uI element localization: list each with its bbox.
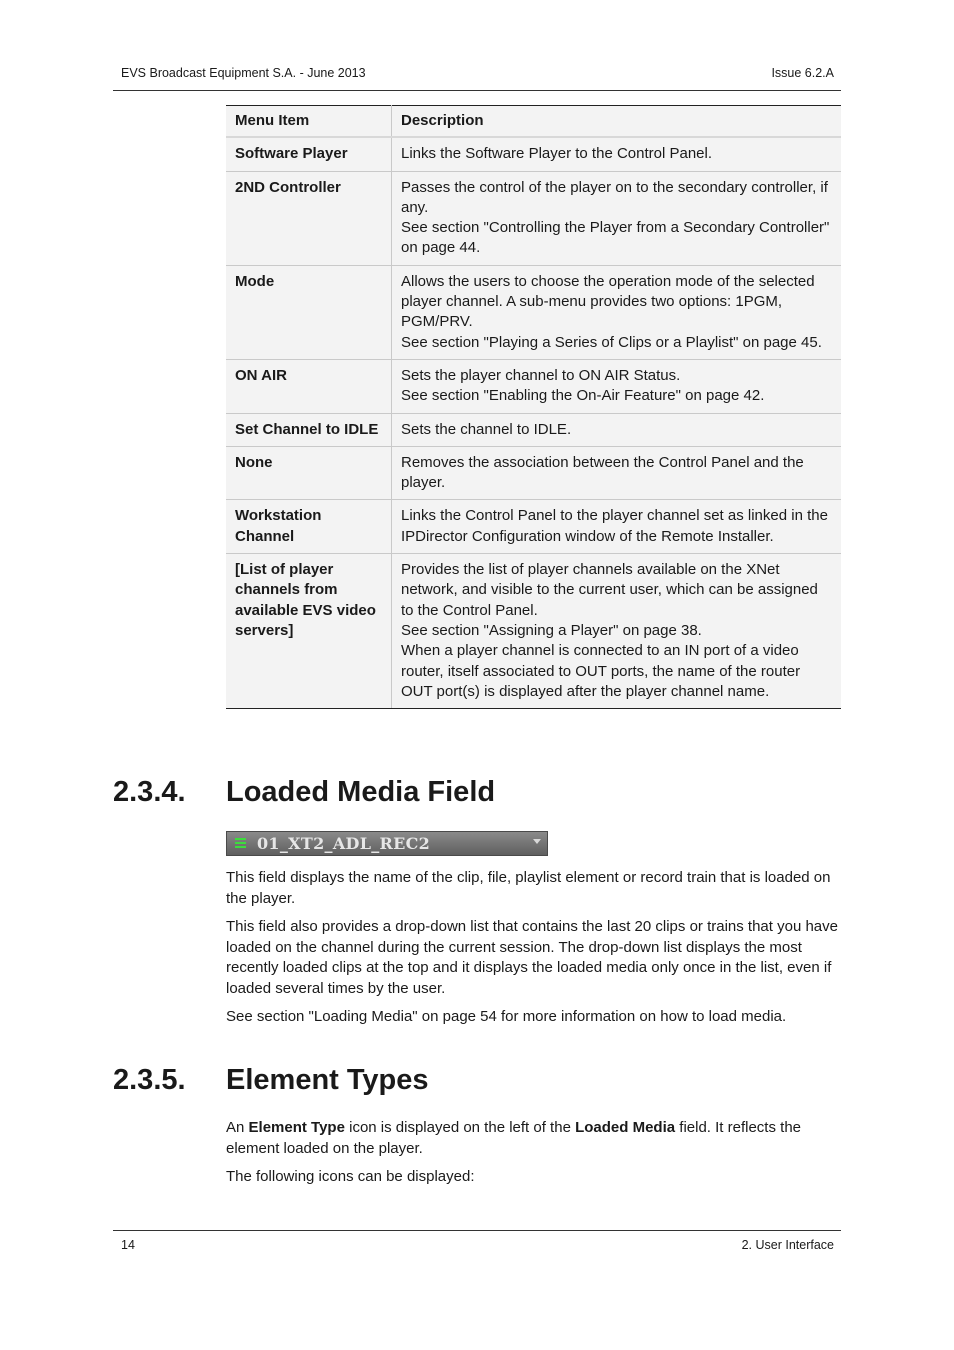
menu-item-cell: 2ND Controller xyxy=(226,171,392,265)
text-run: icon is displayed on the left of the xyxy=(344,1119,576,1136)
chevron-down-icon[interactable] xyxy=(533,839,541,844)
paragraph: This field displays the name of the clip, file, playlist element or record train that is loaded on the player. xyxy=(226,869,831,907)
description-line: See section "Enabling the On-Air Feature" on page 42. xyxy=(401,387,765,405)
description-line: Removes the association between the Control Panel and the player. xyxy=(401,453,804,492)
table-header-row xyxy=(226,106,841,138)
description-cell xyxy=(392,554,842,709)
page-number: 14 xyxy=(121,1238,135,1252)
table-row xyxy=(226,359,841,413)
description-line: See section "Playing a Series of Clips or a Playlist" on page 45. xyxy=(401,333,822,351)
description-cell xyxy=(392,265,842,359)
table-row xyxy=(226,446,841,500)
section-number: 2.3.5. xyxy=(113,1064,186,1096)
bold-term: Element Type xyxy=(248,1119,345,1136)
description-line: Allows the users to choose the operation mode of the selected player channel. A sub-menu provides two options: 1PGM, PGM/PRV. xyxy=(401,272,815,331)
section-title: Element Types xyxy=(226,1064,429,1096)
paragraph: This field also provides a drop-down list that contains the last 20 clips or trains that you have loaded on the channel during the current session. The drop-down list displays the most recently loaded clips at the top and it displays the loaded media only once in the list, even if loaded several times by the user. xyxy=(226,918,838,997)
menu-item-cell: [List of player channels from available EVS video servers] xyxy=(226,554,392,709)
description-cell xyxy=(392,359,842,413)
loaded-media-field[interactable] xyxy=(226,831,548,856)
description-cell xyxy=(392,171,842,265)
loaded-media-value: 01_XT2_ADL_REC2 xyxy=(257,834,431,853)
chapter-title: 2. User Interface xyxy=(741,1238,834,1252)
menu-item-cell: None xyxy=(226,446,392,500)
bold-term: Loaded Media xyxy=(575,1119,676,1136)
menu-item-cell: Mode xyxy=(226,265,392,359)
table-row xyxy=(226,413,841,446)
paragraph xyxy=(226,1118,838,1159)
text-run: An xyxy=(226,1119,249,1136)
section-heading-loaded-media xyxy=(0,776,954,812)
description-cell xyxy=(392,137,842,171)
paragraph: See section "Loading Media" on page 54 for more information on how to load media. xyxy=(226,1008,787,1025)
header-right: Issue 6.2.A xyxy=(771,66,834,80)
table-row xyxy=(226,137,841,171)
menu-item-cell: Workstation Channel xyxy=(226,500,392,554)
menu-item-cell: Set Channel to IDLE xyxy=(226,413,392,446)
section-number: 2.3.4. xyxy=(113,776,186,808)
description-line: Sets the player channel to ON AIR Status. xyxy=(401,366,681,384)
description-line: See section "Assigning a Player" on page 38. xyxy=(401,621,702,639)
table-row xyxy=(226,554,841,709)
menu-item-cell: Software Player xyxy=(226,137,392,171)
column-header-menu-item: Menu Item xyxy=(226,106,392,138)
column-header-description: Description xyxy=(392,106,842,138)
footer-rule xyxy=(113,1230,841,1231)
table-row xyxy=(226,171,841,265)
section-heading-element-types xyxy=(0,1064,954,1100)
description-line: See section "Controlling the Player from a Secondary Controller" on page 44. xyxy=(401,219,830,257)
text-run: field. It reflects the element loaded on the player. xyxy=(226,1119,801,1157)
description-line: Provides the list of player channels available on the XNet network, and visible to the current user, which can be assigned to the Control Panel. xyxy=(401,561,818,619)
description-line: Sets the channel to IDLE. xyxy=(401,420,572,438)
header-rule xyxy=(113,90,841,91)
menu-item-cell: ON AIR xyxy=(226,359,392,413)
description-cell xyxy=(392,500,842,554)
menu-items-table xyxy=(226,105,841,709)
description-cell xyxy=(392,413,842,446)
header-left: EVS Broadcast Equipment S.A. - June 2013 xyxy=(121,66,366,80)
description-cell xyxy=(392,446,842,500)
element-type-icon xyxy=(235,838,246,850)
section-title: Loaded Media Field xyxy=(226,776,496,808)
paragraph: The following icons can be displayed: xyxy=(226,1168,475,1185)
description-line: Passes the control of the player on to the secondary controller, if any. xyxy=(401,178,828,216)
description-line: Links the Software Player to the Control Panel. xyxy=(401,145,713,163)
table-row xyxy=(226,500,841,554)
description-line: When a player channel is connected to an IN port of a video router, itself associated to OUT ports, the name of the router OUT port(s) is displayed after the player channel name. xyxy=(401,642,801,700)
description-line: Links the Control Panel to the player channel set as linked in the IPDirector Configuration window of the Remote Installer. xyxy=(401,507,828,545)
table-row xyxy=(226,265,841,359)
